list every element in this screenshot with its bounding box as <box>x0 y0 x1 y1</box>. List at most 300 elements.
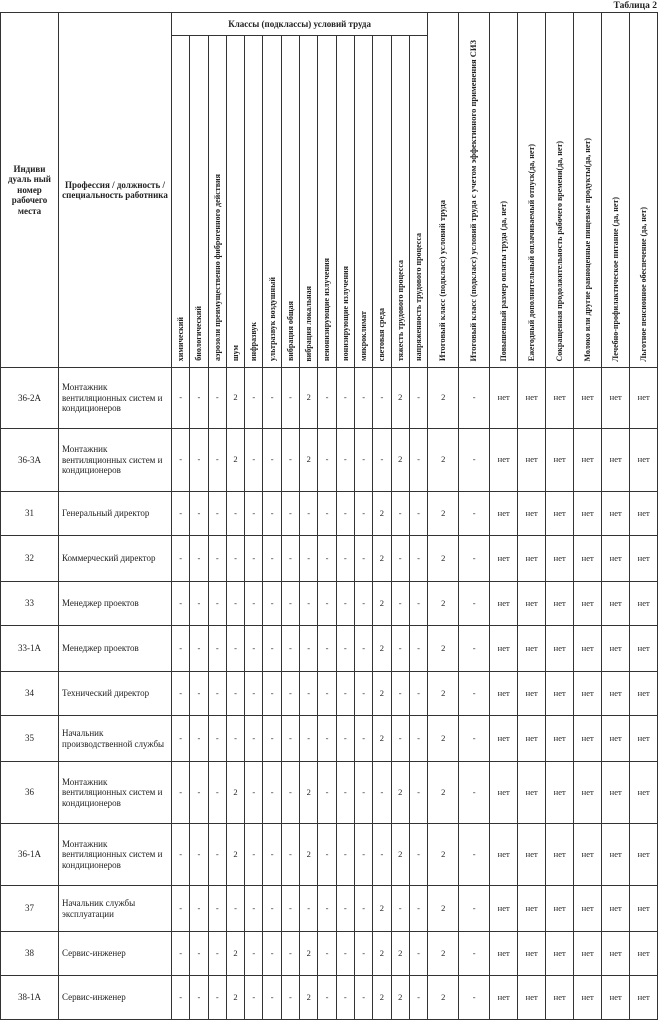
factor-class-cell: - <box>190 824 208 886</box>
factor-class-cell: 2 <box>391 824 409 886</box>
factor-class-cell: 2 <box>391 932 409 976</box>
benefit-cell: нет <box>630 762 658 824</box>
benefit-cell: нет <box>490 582 518 626</box>
factor-class-cell: - <box>391 626 409 672</box>
profession-cell: Коммерческий директор <box>59 536 172 582</box>
factor-class-cell: - <box>208 672 226 716</box>
factor-class-cell: - <box>263 626 281 672</box>
factor-class-cell: - <box>409 582 427 626</box>
factor-class-cell: 2 <box>373 672 391 716</box>
benefit-cell: нет <box>518 932 546 976</box>
final-class-cell: 2 <box>428 582 459 626</box>
benefit-cell: нет <box>602 626 630 672</box>
factor-class-cell: - <box>172 536 190 582</box>
benefit-cell: нет <box>490 824 518 886</box>
final-class-cell: 2 <box>428 672 459 716</box>
factor-class-cell: - <box>281 824 299 886</box>
benefit-cell: нет <box>518 429 546 492</box>
factor-class-cell: - <box>318 536 336 582</box>
benefit-cell: нет <box>602 716 630 762</box>
factor-class-cell: - <box>172 429 190 492</box>
benefit-cell: нет <box>602 886 630 932</box>
workplace-id-cell: 31 <box>1 492 59 536</box>
factor-class-cell: - <box>208 716 226 762</box>
factor-class-cell: - <box>318 762 336 824</box>
factor-class-cell: - <box>245 582 263 626</box>
factor-class-cell: - <box>354 762 372 824</box>
workplace-id-cell: 33 <box>1 582 59 626</box>
factor-class-cell: - <box>300 886 318 932</box>
benefit-cell: нет <box>602 492 630 536</box>
factor-class-cell: - <box>208 976 226 1020</box>
factor-class-cell: - <box>354 932 372 976</box>
benefit-cell: нет <box>518 536 546 582</box>
benefit-cell: нет <box>602 672 630 716</box>
benefit-cell: нет <box>518 886 546 932</box>
factor-class-cell: - <box>336 626 354 672</box>
factor-class-cell: - <box>226 626 244 672</box>
factor-class-cell: - <box>354 824 372 886</box>
factor-class-cell: - <box>281 716 299 762</box>
table-row <box>1 932 658 976</box>
workplace-id-cell: 38-1А <box>1 976 59 1020</box>
final-class-cell: 2 <box>428 762 459 824</box>
workplace-id-cell: 36-2А <box>1 368 59 429</box>
benefit-cell: нет <box>490 492 518 536</box>
profession-header: Профессия / должность / специальность работника <box>59 13 172 368</box>
factor-class-cell: - <box>391 886 409 932</box>
factor-class-cell: - <box>226 492 244 536</box>
factor-class-cell: - <box>263 824 281 886</box>
factor-class-cell: - <box>263 582 281 626</box>
workplace-id-cell: 35 <box>1 716 59 762</box>
workplace-id-cell: 32 <box>1 536 59 582</box>
factor-class-cell: - <box>226 582 244 626</box>
final-class-cell: 2 <box>428 824 459 886</box>
benefit-cell: нет <box>490 626 518 672</box>
benefit-cell: нет <box>546 716 574 762</box>
factor-class-cell: - <box>245 368 263 429</box>
benefit-cell: нет <box>630 716 658 762</box>
benefit-cell: нет <box>518 492 546 536</box>
table-row <box>1 672 658 716</box>
final-class-siz-cell: - <box>459 762 490 824</box>
factor-header: шум <box>226 36 244 368</box>
benefit-cell: нет <box>518 626 546 672</box>
final-class-cell: 2 <box>428 626 459 672</box>
factor-class-cell: - <box>373 429 391 492</box>
factor-class-cell: - <box>336 672 354 716</box>
increased-pay-header: Повышенный размер оплаты труда (да, нет) <box>490 13 518 368</box>
factor-class-cell: - <box>281 582 299 626</box>
factor-class-cell: 2 <box>373 716 391 762</box>
factor-class-cell: - <box>336 536 354 582</box>
table-row <box>1 492 658 536</box>
factor-class-cell: - <box>281 368 299 429</box>
benefit-cell: нет <box>546 492 574 536</box>
factor-class-cell: - <box>263 762 281 824</box>
factor-class-cell: - <box>336 368 354 429</box>
nutrition-header: Лечебно-профилактическое питание (да, нет) <box>602 13 630 368</box>
factor-class-cell: - <box>190 536 208 582</box>
factor-class-cell: 2 <box>226 824 244 886</box>
factor-header: ионизирующие излучения <box>336 36 354 368</box>
factor-class-cell: - <box>190 368 208 429</box>
factor-class-cell: - <box>373 762 391 824</box>
factor-class-cell: - <box>336 824 354 886</box>
factor-class-cell: - <box>318 716 336 762</box>
factor-class-cell: 2 <box>391 368 409 429</box>
factor-class-cell: - <box>281 762 299 824</box>
factor-class-cell: - <box>172 824 190 886</box>
factor-class-cell: - <box>409 672 427 716</box>
factor-class-cell: - <box>190 582 208 626</box>
benefit-cell: нет <box>602 976 630 1020</box>
final-class-siz-cell: - <box>459 492 490 536</box>
factor-class-cell: 2 <box>373 626 391 672</box>
benefit-cell: нет <box>518 762 546 824</box>
benefit-cell: нет <box>546 976 574 1020</box>
profession-cell: Генеральный директор <box>59 492 172 536</box>
factor-class-cell: - <box>172 886 190 932</box>
benefit-cell: нет <box>630 672 658 716</box>
final-class-siz-cell: - <box>459 536 490 582</box>
factor-header: тяжесть трудового процесса <box>391 36 409 368</box>
benefit-cell: нет <box>546 536 574 582</box>
header-row-1 <box>1 13 658 36</box>
factor-header: напряженность трудового процесса <box>409 36 427 368</box>
benefit-cell: нет <box>518 582 546 626</box>
benefit-cell: нет <box>602 536 630 582</box>
benefit-cell: нет <box>546 762 574 824</box>
factor-class-cell: - <box>373 368 391 429</box>
benefit-cell: нет <box>518 976 546 1020</box>
factor-header: инфразвук <box>245 36 263 368</box>
final-class-cell: 2 <box>428 492 459 536</box>
profession-cell: Технический директор <box>59 672 172 716</box>
factor-class-cell: - <box>318 886 336 932</box>
factor-class-cell: - <box>281 886 299 932</box>
factor-class-cell: 2 <box>300 368 318 429</box>
benefit-cell: нет <box>574 886 602 932</box>
milk-header: Молоко или другие равноценные пищевые продукты(да, нет) <box>574 13 602 368</box>
factor-class-cell: 2 <box>391 429 409 492</box>
benefit-cell: нет <box>490 368 518 429</box>
pension-header: Льготное пенсионное обеспечение (да, нет) <box>630 13 658 368</box>
factor-class-cell: - <box>409 716 427 762</box>
benefit-cell: нет <box>490 932 518 976</box>
factor-class-cell: - <box>391 582 409 626</box>
benefit-cell: нет <box>630 824 658 886</box>
table-row <box>1 429 658 492</box>
table-row <box>1 886 658 932</box>
benefit-cell: нет <box>490 762 518 824</box>
factor-header: вибрация локальная <box>300 36 318 368</box>
benefit-cell: нет <box>546 824 574 886</box>
factor-class-cell: - <box>300 536 318 582</box>
workplace-id-cell: 33-1А <box>1 626 59 672</box>
factor-class-cell: 2 <box>226 368 244 429</box>
table-row <box>1 536 658 582</box>
factor-class-cell: - <box>190 429 208 492</box>
final-class-siz-cell: - <box>459 824 490 886</box>
profession-cell: Монтажник вентиляционных систем и кондиционеров <box>59 762 172 824</box>
benefit-cell: нет <box>546 672 574 716</box>
benefit-cell: нет <box>602 824 630 886</box>
factor-header: химический <box>172 36 190 368</box>
benefit-cell: нет <box>574 716 602 762</box>
factor-header: световая среда <box>373 36 391 368</box>
benefit-cell: нет <box>518 716 546 762</box>
final-class-siz-cell: - <box>459 368 490 429</box>
factor-class-cell: - <box>300 626 318 672</box>
benefit-cell: нет <box>630 976 658 1020</box>
factor-class-cell: - <box>409 429 427 492</box>
classes-group-header: Классы (подклассы) условий труда <box>172 13 428 36</box>
factor-class-cell: - <box>318 368 336 429</box>
final-class-siz-cell: - <box>459 886 490 932</box>
table-row <box>1 824 658 886</box>
factor-class-cell: - <box>318 976 336 1020</box>
factor-class-cell: - <box>208 582 226 626</box>
benefit-cell: нет <box>546 429 574 492</box>
profession-cell: Монтажник вентиляционных систем и кондиционеров <box>59 368 172 429</box>
final-class-siz-cell: - <box>459 976 490 1020</box>
factor-header: биологический <box>190 36 208 368</box>
benefit-cell: нет <box>574 762 602 824</box>
factor-class-cell: 2 <box>300 429 318 492</box>
factor-class-cell: - <box>245 492 263 536</box>
workplace-id-cell: 36-3А <box>1 429 59 492</box>
factor-class-cell: 2 <box>391 976 409 1020</box>
profession-cell: Начальник службы эксплуатации <box>59 886 172 932</box>
factor-class-cell: - <box>208 824 226 886</box>
factor-class-cell: - <box>172 976 190 1020</box>
factor-class-cell: - <box>281 672 299 716</box>
factor-class-cell: 2 <box>300 932 318 976</box>
factor-class-cell: - <box>300 582 318 626</box>
benefit-cell: нет <box>490 716 518 762</box>
benefit-cell: нет <box>630 626 658 672</box>
benefit-cell: нет <box>518 368 546 429</box>
profession-cell: Монтажник вентиляционных систем и кондиционеров <box>59 824 172 886</box>
working-conditions-table <box>0 12 658 1020</box>
factor-class-cell: - <box>391 716 409 762</box>
profession-cell: Сервис-инженер <box>59 932 172 976</box>
factor-class-cell: - <box>336 762 354 824</box>
factor-class-cell: - <box>226 672 244 716</box>
workplace-id-cell: 37 <box>1 886 59 932</box>
table-row <box>1 626 658 672</box>
factor-class-cell: - <box>391 492 409 536</box>
factor-class-cell: - <box>354 582 372 626</box>
factor-class-cell: - <box>190 492 208 536</box>
benefit-cell: нет <box>574 582 602 626</box>
factor-class-cell: - <box>300 672 318 716</box>
factor-class-cell: - <box>208 536 226 582</box>
factor-class-cell: - <box>336 492 354 536</box>
factor-class-cell: 2 <box>373 932 391 976</box>
factor-class-cell: - <box>281 626 299 672</box>
factor-class-cell: 2 <box>300 762 318 824</box>
final-class-siz-cell: - <box>459 429 490 492</box>
factor-class-cell: - <box>354 492 372 536</box>
factor-class-cell: - <box>336 429 354 492</box>
factor-class-cell: - <box>409 886 427 932</box>
benefit-cell: нет <box>574 932 602 976</box>
factor-class-cell: - <box>336 976 354 1020</box>
factor-class-cell: - <box>226 716 244 762</box>
benefit-cell: нет <box>490 536 518 582</box>
factor-class-cell: - <box>172 716 190 762</box>
factor-class-cell: - <box>245 762 263 824</box>
benefit-cell: нет <box>490 429 518 492</box>
factor-class-cell: - <box>354 368 372 429</box>
factor-class-cell: - <box>190 626 208 672</box>
factor-class-cell: - <box>208 932 226 976</box>
benefit-cell: нет <box>490 886 518 932</box>
factor-class-cell: - <box>190 932 208 976</box>
benefit-cell: нет <box>630 886 658 932</box>
factor-class-cell: - <box>172 582 190 626</box>
factor-class-cell: - <box>318 824 336 886</box>
factor-class-cell: - <box>245 716 263 762</box>
table-row <box>1 582 658 626</box>
profession-cell: Монтажник вентиляционных систем и кондиционеров <box>59 429 172 492</box>
factor-class-cell: - <box>281 429 299 492</box>
workplace-id-cell: 38 <box>1 932 59 976</box>
final-class-siz-header: Итоговый класс (подкласс) условий труда с учетом эффективного применения СИЗ <box>459 13 490 368</box>
factor-class-cell: - <box>190 672 208 716</box>
final-class-cell: 2 <box>428 536 459 582</box>
table-row <box>1 368 658 429</box>
benefit-cell: нет <box>602 762 630 824</box>
factor-class-cell: - <box>373 824 391 886</box>
extra-leave-header: Ежегодный дополнительный оплачиваемый отпуск(да, нет) <box>518 13 546 368</box>
benefit-cell: нет <box>518 824 546 886</box>
factor-class-cell: - <box>263 932 281 976</box>
benefit-cell: нет <box>518 672 546 716</box>
benefit-cell: нет <box>602 932 630 976</box>
final-class-siz-cell: - <box>459 716 490 762</box>
final-class-cell: 2 <box>428 716 459 762</box>
factor-header: неионизирующие излучения <box>318 36 336 368</box>
benefit-cell: нет <box>630 582 658 626</box>
factor-class-cell: - <box>172 672 190 716</box>
factor-class-cell: - <box>281 976 299 1020</box>
profession-cell: Сервис-инженер <box>59 976 172 1020</box>
benefit-cell: нет <box>602 368 630 429</box>
factor-class-cell: - <box>336 886 354 932</box>
factor-class-cell: - <box>354 536 372 582</box>
factor-class-cell: - <box>300 716 318 762</box>
benefit-cell: нет <box>546 626 574 672</box>
factor-class-cell: - <box>226 536 244 582</box>
factor-class-cell: - <box>245 672 263 716</box>
factor-class-cell: - <box>318 672 336 716</box>
benefit-cell: нет <box>546 886 574 932</box>
factor-class-cell: - <box>208 492 226 536</box>
final-class-cell: 2 <box>428 976 459 1020</box>
benefit-cell: нет <box>630 536 658 582</box>
factor-class-cell: 2 <box>373 886 391 932</box>
benefit-cell: нет <box>490 976 518 1020</box>
factor-class-cell: - <box>391 672 409 716</box>
benefit-cell: нет <box>574 536 602 582</box>
factor-class-cell: - <box>172 626 190 672</box>
final-class-cell: 2 <box>428 886 459 932</box>
workplace-id-cell: 36 <box>1 762 59 824</box>
factor-class-cell: - <box>245 976 263 1020</box>
benefit-cell: нет <box>630 368 658 429</box>
factor-class-cell: - <box>245 429 263 492</box>
factor-class-cell: - <box>354 716 372 762</box>
table-body <box>1 368 658 1020</box>
factor-class-cell: - <box>354 976 372 1020</box>
factor-class-cell: - <box>409 492 427 536</box>
factor-class-cell: - <box>208 886 226 932</box>
factor-class-cell: 2 <box>226 429 244 492</box>
benefit-cell: нет <box>546 582 574 626</box>
factor-class-cell: - <box>409 976 427 1020</box>
factor-class-cell: - <box>409 368 427 429</box>
factor-class-cell: 2 <box>226 762 244 824</box>
factor-class-cell: - <box>409 536 427 582</box>
factor-class-cell: - <box>263 368 281 429</box>
factor-class-cell: - <box>354 886 372 932</box>
factor-class-cell: - <box>336 716 354 762</box>
table-label: Таблица 2 <box>613 1 657 11</box>
factor-class-cell: - <box>281 492 299 536</box>
factor-class-cell: - <box>263 672 281 716</box>
table-row <box>1 976 658 1020</box>
benefit-cell: нет <box>574 626 602 672</box>
factor-class-cell: - <box>281 536 299 582</box>
factor-class-cell: 2 <box>300 824 318 886</box>
factor-class-cell: - <box>190 716 208 762</box>
final-class-cell: 2 <box>428 429 459 492</box>
factor-class-cell: - <box>336 932 354 976</box>
factor-class-cell: - <box>354 672 372 716</box>
factor-class-cell: 2 <box>373 976 391 1020</box>
factor-class-cell: 2 <box>226 976 244 1020</box>
factor-class-cell: - <box>318 429 336 492</box>
benefit-cell: нет <box>602 582 630 626</box>
factor-class-cell: - <box>354 429 372 492</box>
factor-class-cell: - <box>245 536 263 582</box>
factor-class-cell: - <box>190 976 208 1020</box>
factor-class-cell: - <box>263 429 281 492</box>
factor-header: микроклимат <box>354 36 372 368</box>
factor-class-cell: 2 <box>373 536 391 582</box>
factor-class-cell: - <box>190 762 208 824</box>
workplace-no-header: Индиви дуаль ный номер рабочего места <box>1 13 59 368</box>
factor-header: аэрозоли преимущественно фиброгенного действия <box>208 36 226 368</box>
factor-class-cell: - <box>318 626 336 672</box>
factor-class-cell: - <box>172 492 190 536</box>
factor-class-cell: - <box>318 492 336 536</box>
factor-class-cell: 2 <box>391 762 409 824</box>
factor-class-cell: - <box>336 582 354 626</box>
factor-header: вибрация общая <box>281 36 299 368</box>
final-class-siz-cell: - <box>459 932 490 976</box>
benefit-cell: нет <box>630 932 658 976</box>
factor-class-cell: - <box>208 368 226 429</box>
factor-class-cell: - <box>208 429 226 492</box>
workplace-id-cell: 36-1А <box>1 824 59 886</box>
benefit-cell: нет <box>574 368 602 429</box>
factor-class-cell: - <box>409 762 427 824</box>
